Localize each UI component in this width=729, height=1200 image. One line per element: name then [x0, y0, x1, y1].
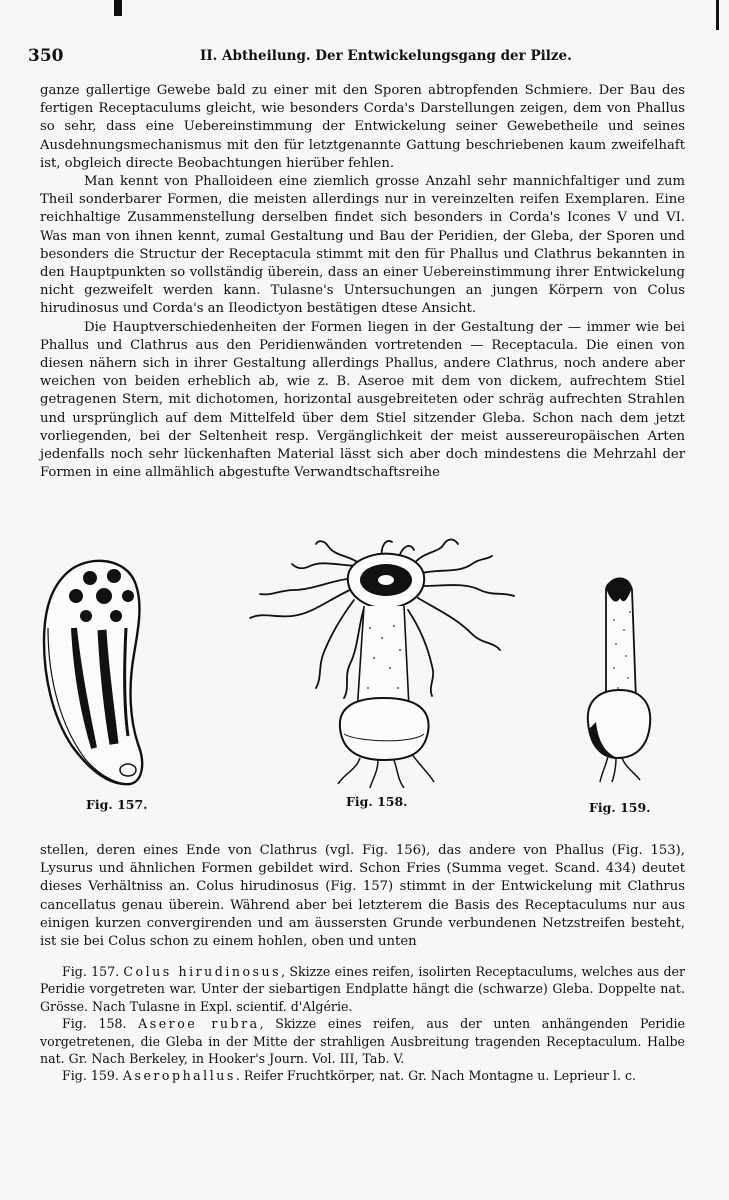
caption-label: Fig. 157. — [62, 964, 120, 979]
caption-text: . Reifer Fruchtkörper, nat. Gr. Nach Montagne u. Leprieur l. c. — [235, 1068, 637, 1084]
scan-mark — [716, 0, 719, 30]
running-title: II. Abtheilung. Der Entwickelungsgang der Pilze. — [200, 48, 572, 64]
caption-species: Aseroe rubra — [138, 1016, 260, 1032]
figure-158-label: Fig. 158. — [346, 794, 408, 809]
paragraph: ganze gallertige Gewebe bald zu einer mit den Sporen abtropfenden Schmiere. Der Bau des fertigen Receptaculums gleicht, wie besonders Corda's Darstellungen zeigen, dem von Phallus so sehr, dass eine Uebereinstimmung der Entwickelung seiner Gewebetheile und seines Ausdehnungsmechanismus mit den für letztgenannte Gattung beschriebenen kaum zweifelhaft ist, obgleich directe Beobachtungen hierüber fehlen. — [40, 83, 685, 171]
caption-species: Colus hirudinosus — [123, 964, 282, 979]
paragraph: stellen, deren eines Ende von Clathrus (vgl. Fig. 156), das andere von Phallus (Fig. 153), Lysurus und ähnlichen Formen gebildet wird. Schon Fries (Summa veget. Scand. 434) deutet dieses Verhältniss an. Colus hirudinosus (Fig. 157) stimmt in der Entwickelung mit Clathrus cancellatus genau überein. Während aber bei letzterem die Basis des Receptaculums nur aus einigen kurzen convergirenden und am äussersten Grunde verbundenen Netzstreifen besteht, ist sie bei Colus schon zu einem hohlen, oben und unten — [40, 843, 685, 950]
caption-label: Fig. 158. — [62, 1016, 127, 1032]
body-text-bottom — [40, 842, 685, 951]
page-header — [28, 46, 689, 68]
figure-157-label: Fig. 157. — [86, 797, 148, 812]
paragraph: Man kennt von Phalloideen eine ziemlich grosse Anzahl sehr mannichfaltiger und zum Theil sonderbarer Formen, die meisten allerdings nur in vereinzelten reifen Exemplaren. Eine reichhaltige Zusammenstellung derselben findet sich besonders in Corda's Icones V und VI. Was man von ihnen kennt, zumal Gestaltung und Bau der Peridien, der Gleba, der Sporen und besonders die Structur der Receptacula stimmt mit den für Phallus und Clathrus bekannten in den Hauptpunkten so vollständig überein, dass an einer Uebereinstimmung ihrer Entwickelung nicht gezweifelt werden kann. Tulasne's Untersuchungen an jungen Körpern von Colus hirudinosus und Corda's an Ileodictyon bestätigen dtese Ansicht. — [40, 174, 685, 317]
page-number: 350 — [28, 46, 64, 66]
caption-species: Aserophallus — [122, 1068, 236, 1084]
caption-157 — [40, 963, 685, 1015]
figure-159-illustration — [576, 572, 662, 784]
caption-159 — [40, 1067, 685, 1084]
caption-label: Fig. 159. — [62, 1068, 119, 1084]
scan-mark — [114, 0, 122, 16]
figure-159-label: Fig. 159. — [589, 800, 651, 815]
figure-157-illustration — [38, 558, 148, 790]
paragraph: Die Hauptverschiedenheiten der Formen liegen in der Gestaltung der — immer wie bei Phallus und Clathrus aus den Peridienwänden vortretenden — Receptacula. Die einen von diesen nähern sich in ihrer Gestaltung allerdings Phallus, andere Clathrus, noch andere aber weichen von beiden erheblich ab, wie z. B. Aseroe mit dem von dickem, aufrechtem Stiel getragenen Stern, mit dichotomen, horizontal ausgebreiteten oder schräg aufrechten Strahlen und ursprünglich auf dem Mittelfeld über dem Stiel sitzender Gleba. Schon nach dem jetzt vorliegenden, bei der Seltenheit resp. Vergänglichkeit der meist aussereuropäischen Arten jedenfalls noch sehr lückenhaften Material lässt sich aber doch mindestens die Mehrzahl der Formen in eine allmählich abgestufte Verwandtschaftsreihe — [40, 319, 685, 481]
figure-158-illustration — [232, 538, 532, 788]
caption-text: , Skizze eines reifen, aus der unten anhängenden Peridie vorgetretenen, die Gleba in der Mitte der strahligen Ausbreitung tragenden Receptaculum. Halbe nat. Gr. Nach Berkeley, in Hooker's Journ. Vol. III, Tab. V. — [40, 1016, 686, 1067]
figure-captions — [40, 963, 685, 1085]
body-text-top — [40, 82, 685, 482]
caption-158 — [40, 1015, 685, 1067]
caption-text: , Skizze eines reifen, isolirten Receptaculums, welches aus der Peridie vorgetreten war. Unter der siebartigen Endplatte hängt die (schwarze) Gleba. Doppelte nat. Grösse. Nach Tulasne in Expl. scientif. d'Algérie. — [40, 964, 686, 1014]
